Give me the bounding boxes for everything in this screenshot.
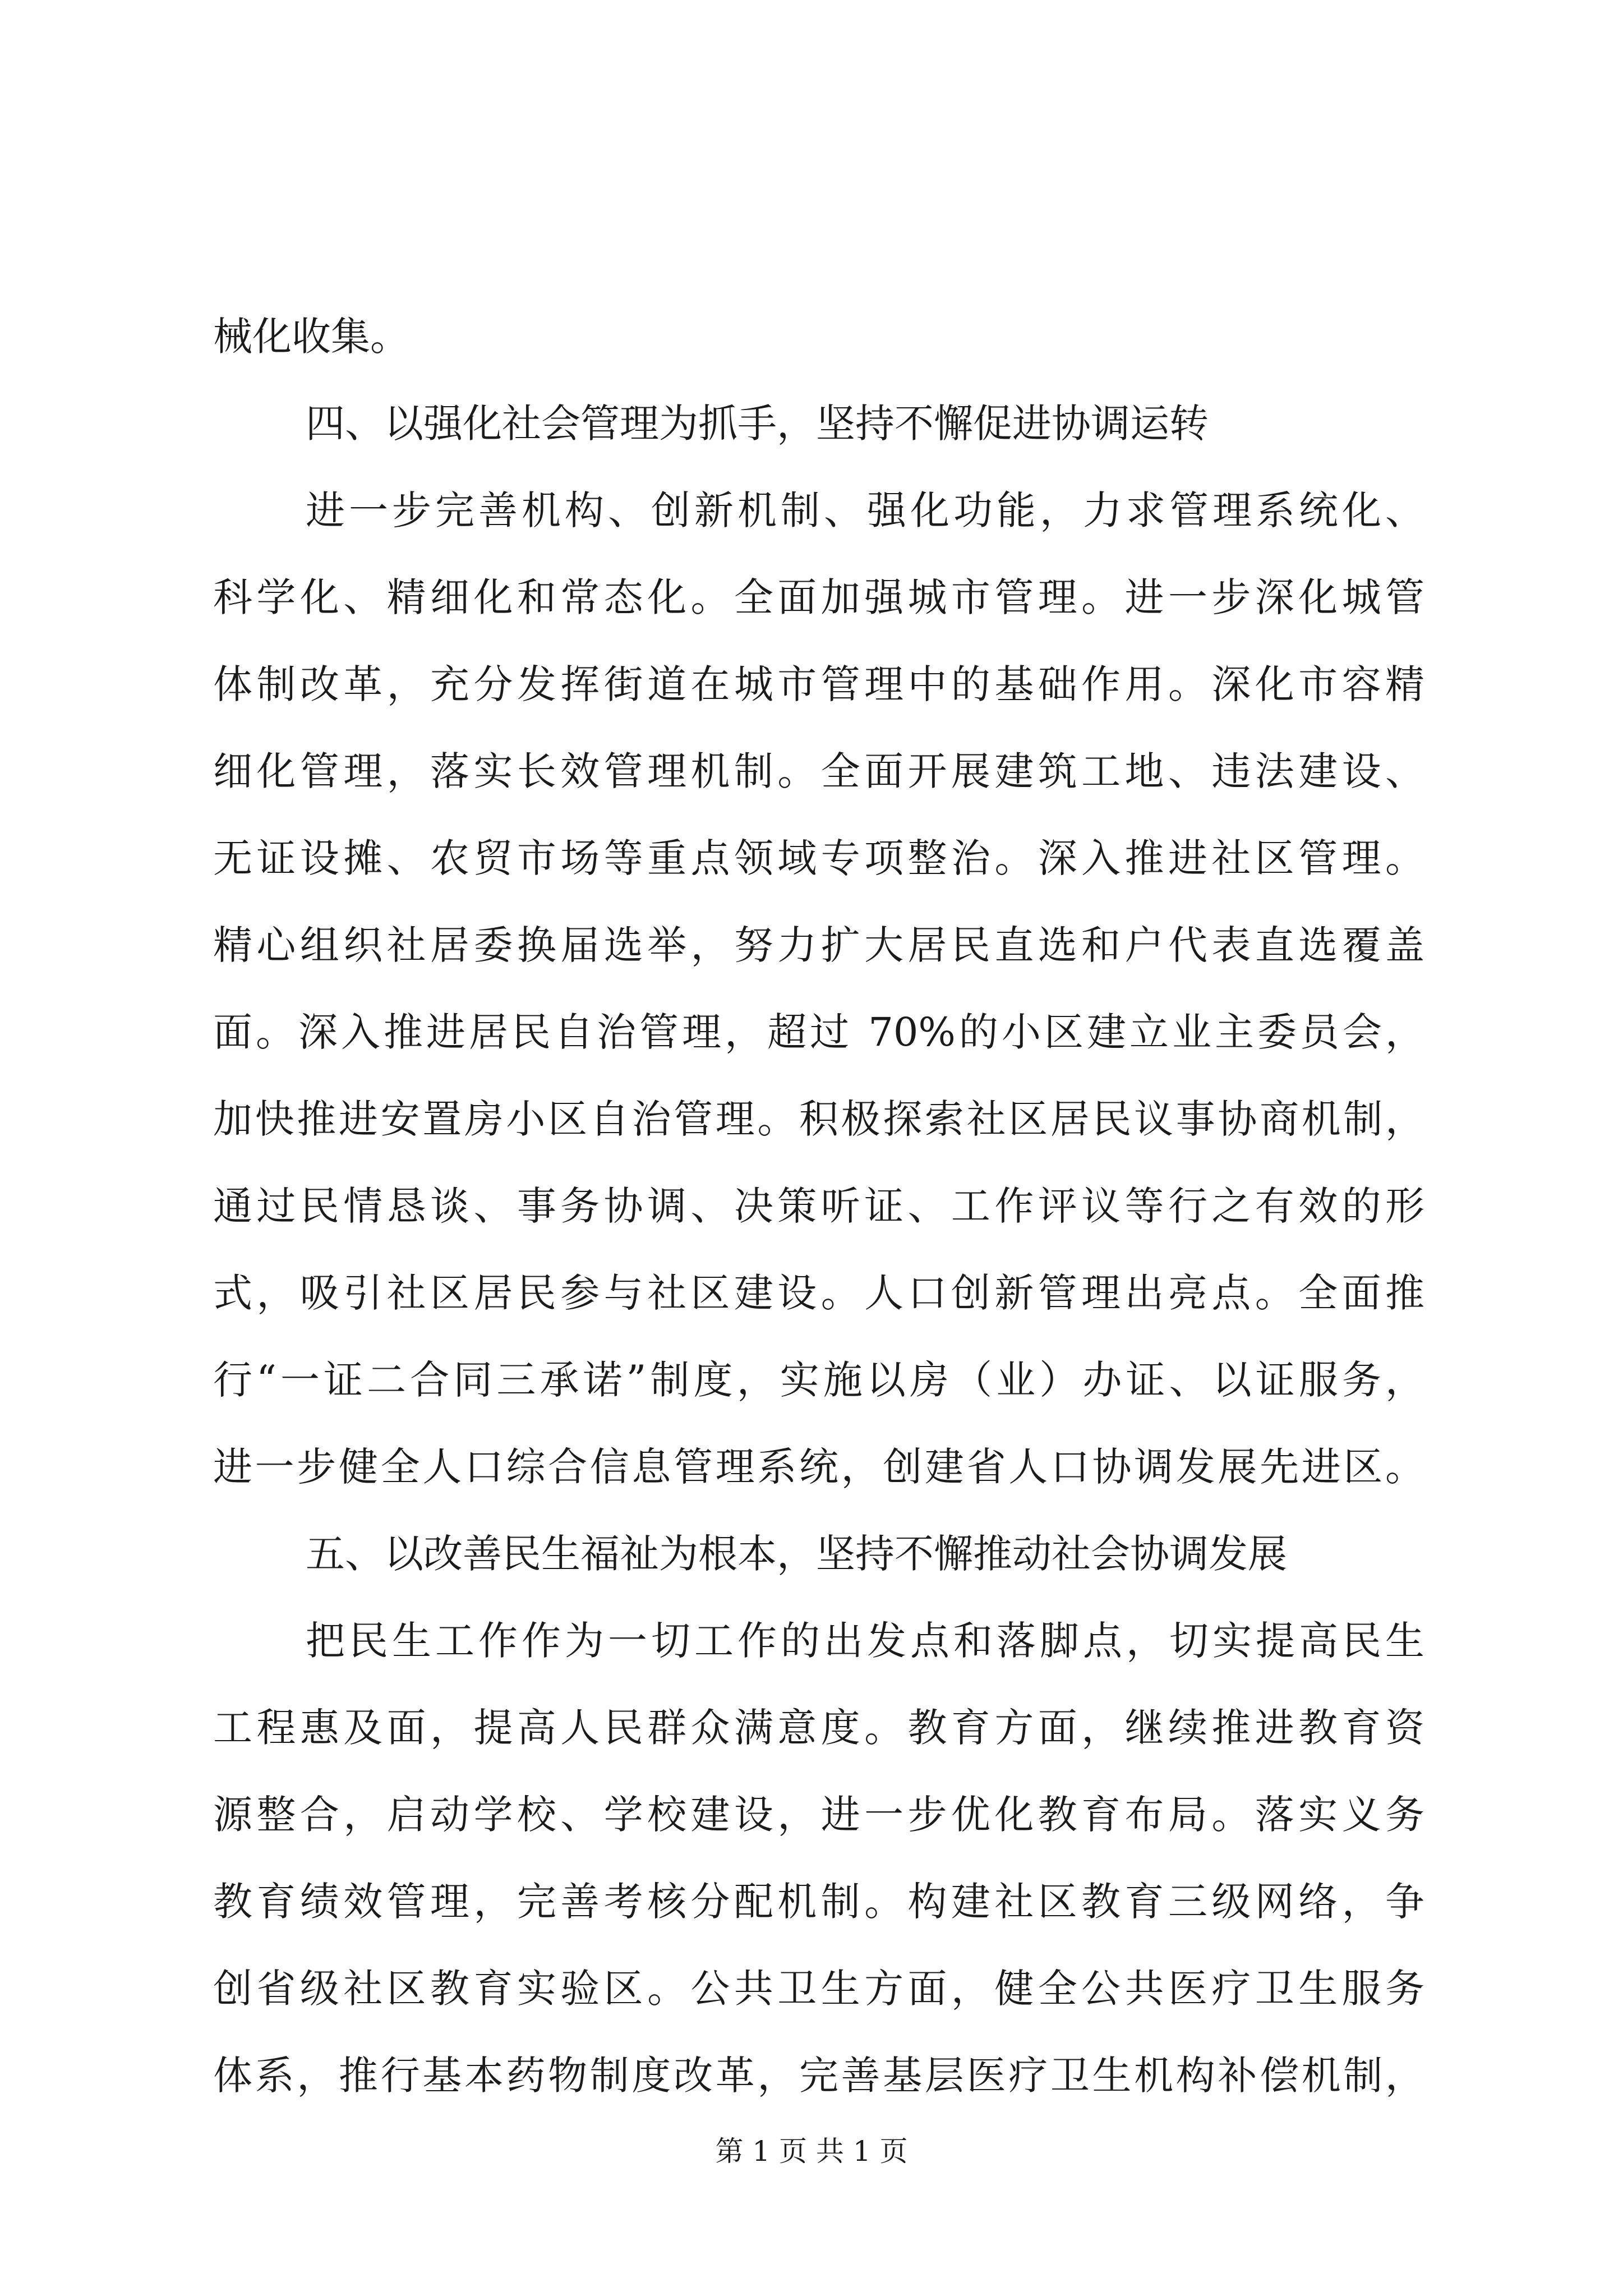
text-line: 科学化、精细化和常态化。全面加强城市管理。进一步深化城管 xyxy=(213,574,1424,620)
text-line: 通过民情恳谈、事务协调、决策听证、工作评议等行之有效的形 xyxy=(213,1183,1424,1229)
text-line: 把民生工作作为一切工作的出发点和落脚点，切实提高民生 xyxy=(306,1618,1424,1664)
section-heading: 四、以强化社会管理为抓手，坚持不懈促进协调运转 xyxy=(306,401,1209,447)
text-line: 创省级社区教育实验区。公共卫生方面，健全公共医疗卫生服务 xyxy=(213,1966,1424,2012)
text-line: 进一步完善机构、创新机制、强化功能，力求管理系统化、 xyxy=(306,487,1424,533)
page-footer: 第 1 页 共 1 页 xyxy=(715,2135,908,2168)
text-line: 面。深入推进居民自治管理，超过 70%的小区建立业主委员会， xyxy=(213,1009,1424,1055)
text-line: 行“一证二合同三承诺”制度，实施以房（业）办证、以证服务， xyxy=(213,1357,1424,1403)
text-line: 教育绩效管理，完善考核分配机制。构建社区教育三级网络，争 xyxy=(213,1879,1424,1925)
text-line: 加快推进安置房小区自治管理。积极探索社区居民议事协商机制， xyxy=(213,1096,1424,1142)
text-line: 械化收集。 xyxy=(213,314,409,360)
text-line: 源整合，启动学校、学校建设，进一步优化教育布局。落实义务 xyxy=(213,1792,1424,1838)
text-line: 工程惠及面，提高人民群众满意度。教育方面，继续推进教育资 xyxy=(213,1705,1424,1751)
text-line: 精心组织社居委换届选举，努力扩大居民直选和户代表直选覆盖 xyxy=(213,922,1424,968)
section-heading: 五、以改善民生福祉为根本，坚持不懈推动社会协调发展 xyxy=(306,1531,1287,1577)
text-line: 无证设摊、农贸市场等重点领域专项整治。深入推进社区管理。 xyxy=(213,835,1424,881)
text-line: 细化管理，落实长效管理机制。全面开展建筑工地、违法建设、 xyxy=(213,748,1424,794)
text-line: 体系，推行基本药物制度改革，完善基层医疗卫生机构补偿机制， xyxy=(213,2053,1424,2099)
text-line: 体制改革，充分发挥街道在城市管理中的基础作用。深化市容精 xyxy=(213,661,1424,707)
text-line: 进一步健全人口综合信息管理系统，创建省人口协调发展先进区。 xyxy=(213,1444,1424,1490)
text-line: 式，吸引社区居民参与社区建设。人口创新管理出亮点。全面推 xyxy=(213,1270,1424,1316)
